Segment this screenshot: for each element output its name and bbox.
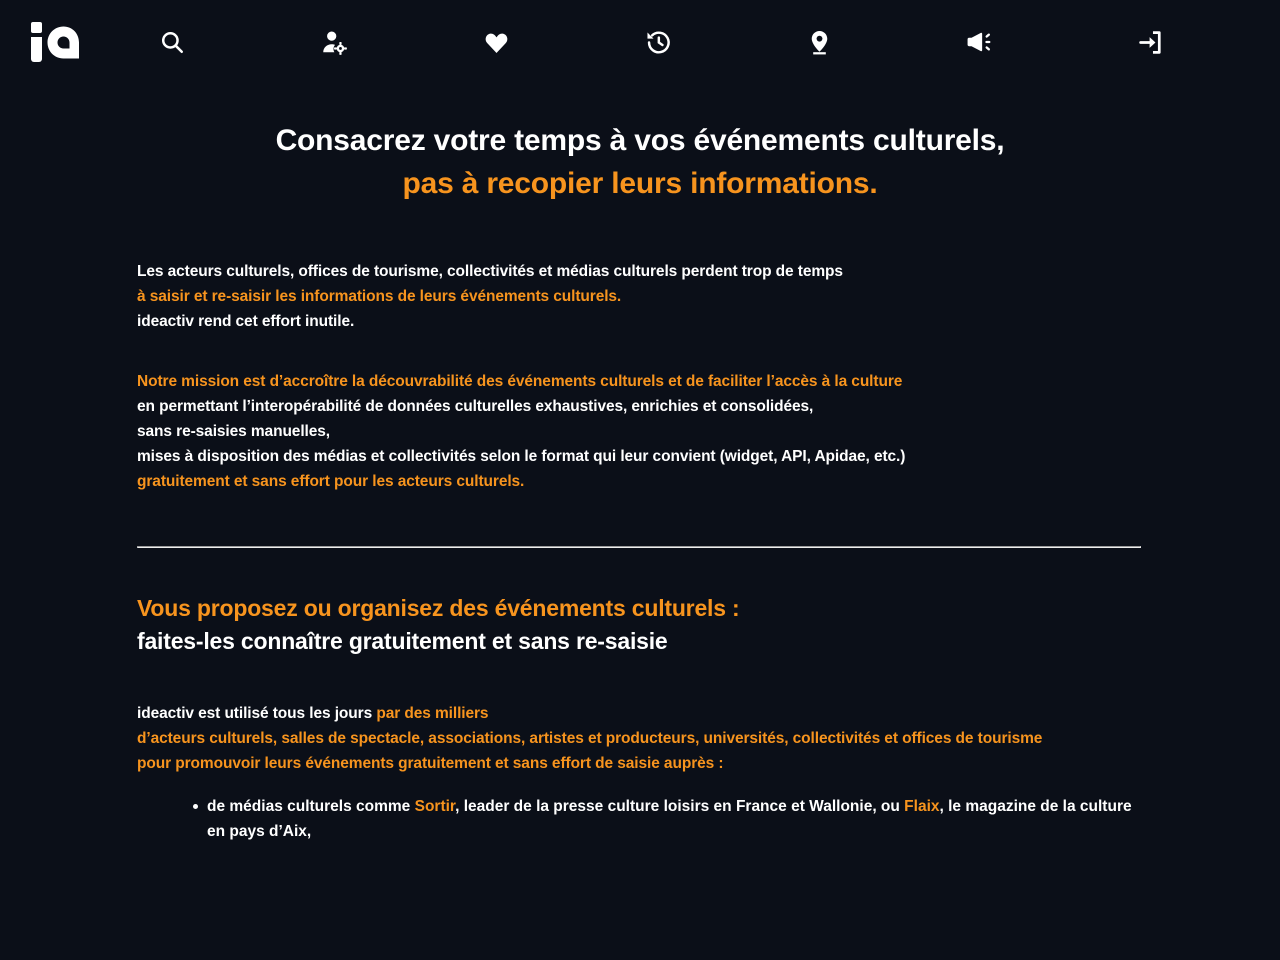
mission-line-3: sans re-saisies manuelles, <box>137 422 330 440</box>
brand-flaix[interactable]: Flaix <box>904 798 940 816</box>
bullet-text-part-2: , leader de la presse culture loisirs en France et Wallonie, ou <box>455 798 905 816</box>
section-divider <box>137 546 1141 548</box>
top-navigation-bar <box>0 0 1280 82</box>
intro-paragraph <box>137 259 1143 334</box>
intro-line-3: ideactiv rend cet effort inutile. <box>137 313 355 331</box>
nav-location-button[interactable] <box>796 20 842 64</box>
user-gear-icon <box>321 29 348 56</box>
logo-i-dot <box>31 22 42 33</box>
page-title <box>0 82 1280 205</box>
nav-account-button[interactable] <box>311 20 357 64</box>
nav-history-button[interactable] <box>635 20 681 64</box>
headline-line-2: pas à recopier leurs informations. <box>402 166 878 200</box>
usage-line-1-accent: par des milliers <box>376 704 489 722</box>
nav-login-button[interactable] <box>1127 20 1173 64</box>
logo-home-link[interactable] <box>22 20 88 64</box>
usage-paragraph <box>137 701 1143 776</box>
nav-favorites-button[interactable] <box>473 20 519 64</box>
brand-sortir[interactable]: Sortir <box>414 798 456 816</box>
map-pin-icon <box>806 29 833 56</box>
search-icon <box>159 29 185 55</box>
nav-search-button[interactable] <box>149 20 195 64</box>
heart-icon <box>483 29 510 56</box>
usage-line-1-plain: ideactiv est utilisé tous les jours <box>137 704 377 722</box>
usage-line-3: pour promouvoir leurs événements gratuitement et sans effort de saisie auprès : <box>137 754 724 772</box>
page-content <box>0 82 1280 844</box>
megaphone-icon <box>965 28 993 56</box>
login-icon <box>1137 29 1164 56</box>
mission-line-5: gratuitement et sans effort pour les acteurs culturels. <box>137 472 525 490</box>
history-icon <box>645 29 672 56</box>
bullet-text-part-1: de médias culturels comme <box>207 798 415 816</box>
list-item <box>193 794 1143 844</box>
mission-line-2: en permettant l’interopérabilité de données culturelles exhaustives, enrichies et consolidées, <box>137 397 814 415</box>
intro-line-1: Les acteurs culturels, offices de tourisme, collectivités et médias culturels perdent trop de temps <box>137 263 843 281</box>
content-column <box>0 259 1280 844</box>
logo-letter-a <box>46 25 80 62</box>
section-heading-accent: Vous proposez ou organisez des événements culturels : <box>137 595 740 622</box>
intro-line-2: à saisir et re-saisir les informations de leurs événements culturels. <box>137 288 622 306</box>
mission-line-1: Notre mission est d’accroître la découvrabilité des événements culturels et de faciliter l’accès à la culture <box>137 372 903 390</box>
mission-paragraph <box>137 369 1143 495</box>
usage-line-2: d’acteurs culturels, salles de spectacle, associations, artistes et producteurs, universités, collectivités et offices de tourisme <box>137 729 1043 747</box>
logo-letter-i <box>31 22 42 62</box>
section-heading-plain: faites-les connaître gratuitement et sans re-saisie <box>137 628 668 655</box>
ideactiv-logo-icon <box>31 22 80 62</box>
partner-media-list <box>137 794 1143 844</box>
bullet-text-part-3: , le magazine de la culture en pays d’Aix, <box>207 798 1132 841</box>
logo-i-stem <box>31 37 42 62</box>
headline-line-1: Consacrez votre temps à vos événements culturels, <box>275 124 1005 157</box>
section-heading <box>137 592 1143 659</box>
nav-announcements-button[interactable] <box>956 20 1002 64</box>
mission-line-4: mises à disposition des médias et collectivités selon le format qui leur convient (widget, API, Apidae, etc.) <box>137 447 906 465</box>
